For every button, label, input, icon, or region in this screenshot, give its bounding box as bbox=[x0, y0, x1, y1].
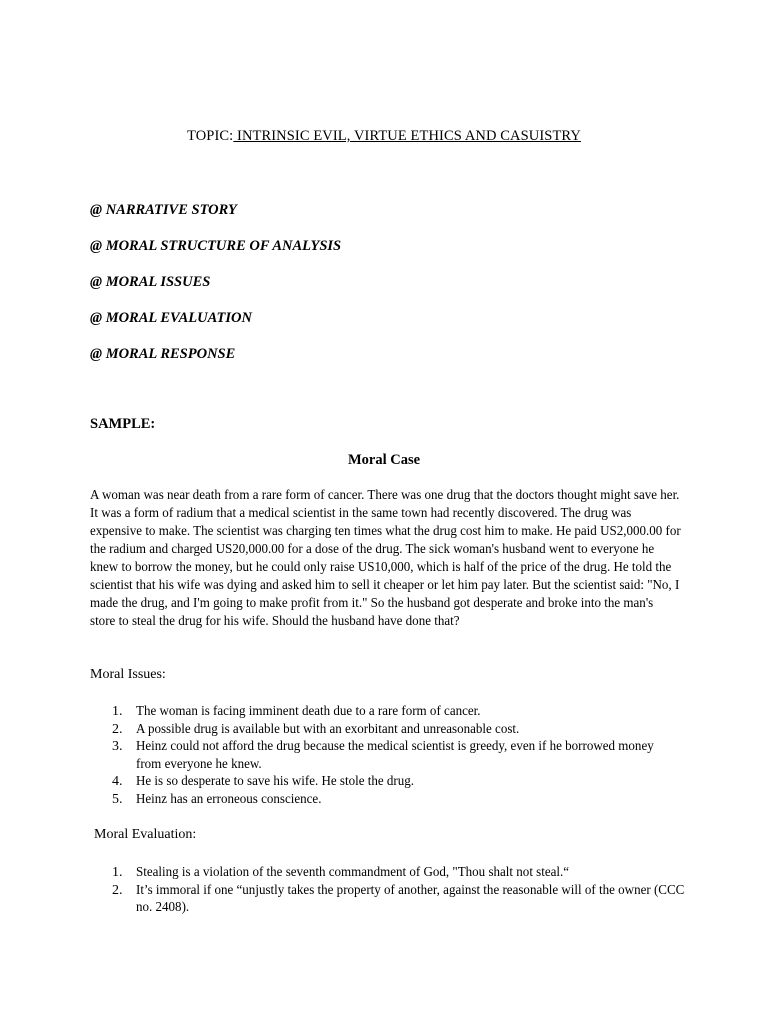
list-item bbox=[112, 721, 672, 739]
list-number: 2. bbox=[112, 721, 123, 737]
list-item bbox=[112, 773, 672, 791]
outline-item: @ MORAL RESPONSE bbox=[90, 346, 236, 362]
list-text: A possible drug is available but with an exorbitant and unreasonable cost. bbox=[136, 721, 520, 737]
list-number: 1. bbox=[112, 865, 123, 880]
list-item bbox=[112, 864, 692, 882]
list-text: He is so desperate to save his wife. He stole the drug. bbox=[136, 774, 415, 789]
list-text: It’s immoral if one “unjustly takes the property of another, against the reasonable will of the owner (CCC no. 2408). bbox=[136, 882, 685, 915]
list-item bbox=[112, 791, 672, 809]
list-number: 1. bbox=[112, 704, 123, 719]
moral-evaluation-list bbox=[112, 864, 692, 917]
moral-issues-list bbox=[112, 703, 672, 808]
moral-evaluation-heading: Moral Evaluation: bbox=[94, 827, 197, 842]
list-text: Stealing is a violation of the seventh commandment of God, "Thou shalt not steal.“ bbox=[136, 865, 570, 880]
topic-title: INTRINSIC EVIL, VIRTUE ETHICS AND CASUISTRY bbox=[233, 128, 581, 144]
list-number: 4. bbox=[112, 774, 123, 789]
list-text: Heinz could not afford the drug because the medical scientist is greedy, even if he borrowed money from everyone he knew. bbox=[136, 739, 654, 772]
outline-item: @ MORAL ISSUES bbox=[90, 274, 211, 290]
list-text: Heinz has an erroneous conscience. bbox=[136, 791, 322, 807]
list-item bbox=[112, 882, 692, 917]
list-number: 2. bbox=[112, 882, 123, 898]
case-title: Moral Case bbox=[347, 452, 421, 468]
list-text: The woman is facing imminent death due to a rare form of cancer. bbox=[136, 704, 481, 719]
outline-item: @ NARRATIVE STORY bbox=[90, 202, 237, 218]
narrative-paragraph: A woman was near death from a rare form of cancer. There was one drug that the doctors thought might save her. It was a form of radium that a medical scientist in the same town had recently discovered. The drug was expensive to make. The scientist was charging ten times what the drug cost him to make. He paid US2,000.00 for the radium and charged US20,000.00 for a dose of the drug. The sick woman's husband went to everyone he knew to borrow the money, but he could only raise US10,000, which is half of the price of the drug. He told the scientist that his wife was dying and asked him to sell it cheaper or let him pay later. But the scientist said: "No, I made the drug, and I'm going to make profit from it." So the husband got desperate and broke into the man's store to steal the drug for his wife. Should the husband have done that? bbox=[90, 488, 681, 629]
topic-prefix: TOPIC: bbox=[187, 128, 234, 144]
outline-item: @ MORAL STRUCTURE OF ANALYSIS bbox=[90, 238, 342, 254]
sample-label: SAMPLE: bbox=[90, 416, 156, 432]
topic-heading bbox=[0, 128, 768, 145]
list-number: 3. bbox=[112, 739, 123, 754]
list-item bbox=[112, 703, 672, 721]
list-number: 5. bbox=[112, 791, 123, 807]
outline-list bbox=[90, 200, 341, 380]
list-item bbox=[112, 738, 672, 773]
outline-item: @ MORAL EVALUATION bbox=[90, 310, 252, 326]
moral-issues-heading: Moral Issues: bbox=[90, 667, 166, 682]
